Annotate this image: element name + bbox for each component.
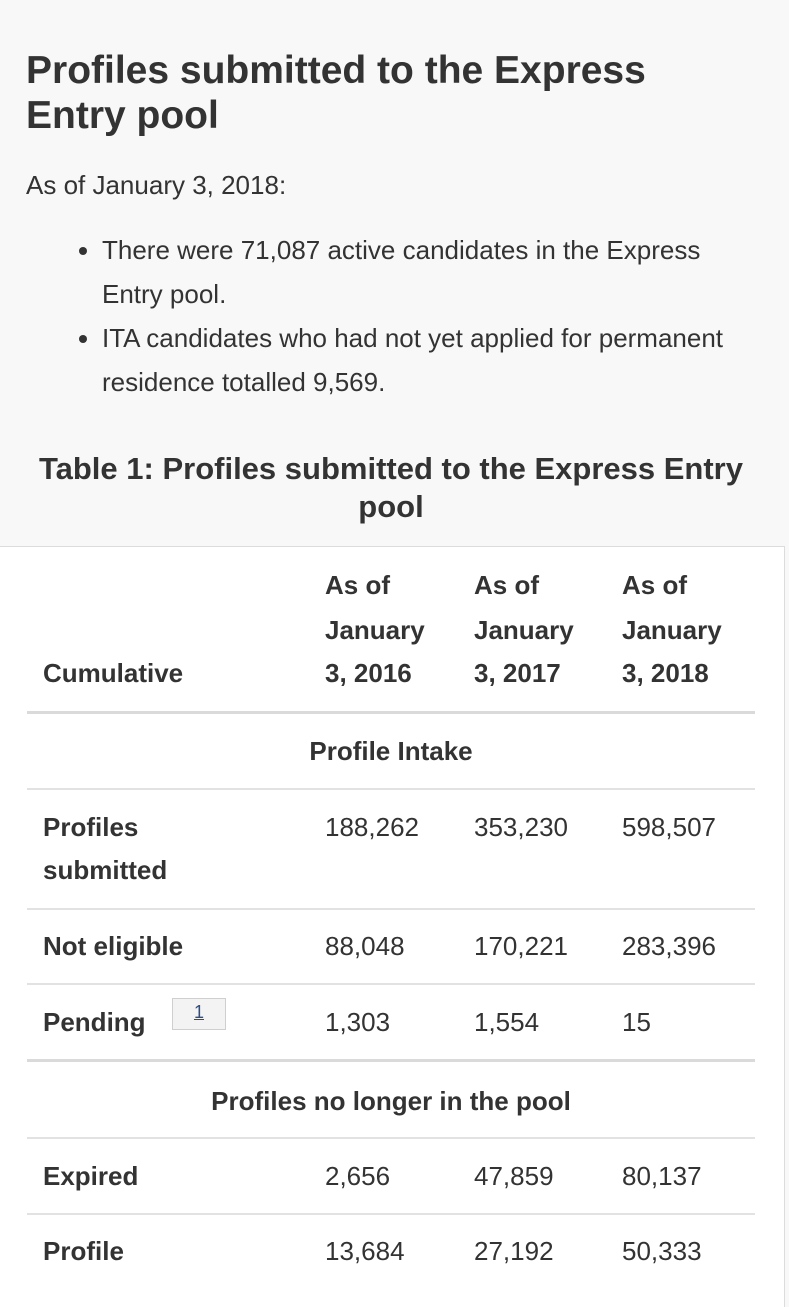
intro-text: As of January 3, 2018: [26,170,287,200]
table-cell: 50,333 [622,1236,702,1266]
row-divider [27,1059,755,1062]
row-divider [27,908,755,910]
table-caption: Table 1: Profiles submitted to the Express Entry pool [39,451,743,524]
table-cell: 170,221 [474,931,568,961]
header-cumulative: Cumulative [43,658,184,688]
header-col-2018-l1: As of [622,570,687,600]
header-col-2018-l2: January [622,615,722,645]
row-divider [27,1137,755,1139]
header-col-2016-l3: 3, 2016 [325,658,412,688]
section-profile-intake: Profile Intake [309,736,473,766]
row-label-not-eligible: Not eligible [43,931,184,961]
row-label-expired: Expired [43,1161,139,1191]
table-cell: 88,048 [325,931,405,961]
row-divider [27,788,755,790]
footnote-link[interactable]: 1 [172,998,226,1030]
table-cell: 353,230 [474,812,568,842]
row-divider [27,983,755,985]
table-cell: 13,684 [325,1236,405,1266]
table-cell: 2,656 [325,1161,391,1191]
section-no-longer-in-pool: Profiles no longer in the pool [211,1086,571,1116]
table-cell: 283,396 [622,931,716,961]
header-col-2017-l1: As of [474,570,539,600]
row-divider [27,1213,755,1215]
table-cell: 27,192 [474,1236,554,1266]
list-item: • There were 71,087 active candidates in the Express Entry pool. [102,228,742,316]
table-cell: 1,303 [325,1007,391,1037]
header-divider [27,711,755,714]
table-cell: 80,137 [622,1161,702,1191]
header-col-2016-l1: As of [325,570,390,600]
row-label-profile: Profile [43,1236,124,1266]
header-col-2018-l3: 3, 2018 [622,658,709,688]
table-cell: 598,507 [622,812,716,842]
table-cell: 188,262 [325,812,419,842]
row-label-pending: Pending [43,1007,146,1037]
header-col-2017-l3: 3, 2017 [474,658,561,688]
list-item: • ITA candidates who had not yet applied for permanent residence totalled 9,569. [102,316,742,404]
page-title: Profiles submitted to the Express Entry pool [26,49,646,137]
header-col-2016-l2: January [325,615,425,645]
table-cell: 47,859 [474,1161,554,1191]
summary-list [62,228,742,404]
profiles-table [0,546,785,1307]
table-cell: 15 [622,1007,651,1037]
row-label-profiles-submitted-l2: submitted [43,855,168,885]
row-label-profiles-submitted-l1: Profiles [43,812,139,842]
table-cell: 1,554 [474,1007,540,1037]
header-col-2017-l2: January [474,615,574,645]
